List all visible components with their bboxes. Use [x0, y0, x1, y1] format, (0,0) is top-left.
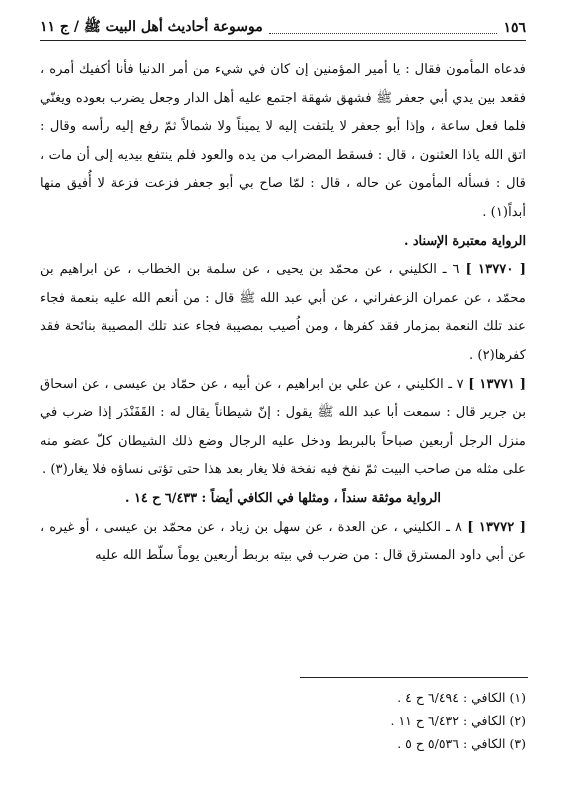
footnote: (٢) الكافي : ٦/٤٣٢ ح ١١ . [390, 713, 526, 728]
footnote-divider [300, 677, 528, 678]
paragraph: فدعاه المأمون فقال : يا أمير المؤمنين إن كان في شيء من أمر الدنيا فأنا أكفيك أمره ، فقعد بين يدي أبي جعفر ﷺ فشهق شهقة اجتمع عليه أهل الدار وجعل يضرب بعوده ويغنّي فلما فعل ساعة ، وإذا أبو جعفر لا يلتفت إليه لا يميناً ولا شمالاً ثمّ رفع إليه رأسه وقال : اتق الله ياذا العثنون ، قال : فسقط المضراب من يده والعود فلم ينتفع بيديه إلى أن مات ، قال : فسأله المأمون عن حاله ، قال : لمّا صاح بي أبو جعفر فزعت فزعة لا أُفيق منها أبداً(١) . [40, 62, 526, 220]
entry-number: [ ١٣٧٧١ ] [468, 376, 526, 392]
entry-text: ٦ ـ الكليني ، عن محمّد بن يحيى ، عن سلمة بن الخطاب ، عن ابراهيم بن محمّد ، عن عمران الزعفراني ، عن أبي عبد الله ﷺ قال : من أنعم الله عليه بنعمة فجاء عند تلك النعمة بمزمار فقد كفرها ، ومن اُصيب بمصيبة فجاء عند تلك المصيبة بنائحة فقد كفرها(٢) . [40, 262, 526, 363]
hadith-entry [40, 371, 526, 485]
footnotes [40, 686, 526, 755]
page-number: ١٥٦ [503, 20, 526, 36]
footnote: (٣) الكافي : ٥/٥٣٦ ح ٥ . [397, 736, 526, 751]
hadith-entry [40, 514, 526, 571]
entry-text: ٨ ـ الكليني ، عن العدة ، عن سهل بن زياد ، عن محمّد بن عيسى ، أو غيره ، عن أبي داود المسترق قال : من ضرب في بيته بربط أربعين يوماً سلّط الله عليه [40, 519, 526, 564]
entry-number: [ ١٣٧٧٢ ] [467, 519, 526, 535]
entry-text: ٧ ـ الكليني ، عن علي بن ابراهيم ، عن أبيه ، عن حمّاد بن عيسى ، عن اسحاق بن جرير قال : سمعت أبا عبد الله ﷺ يقول : إنّ شيطاناً يقال له : القَفَنْدَر إذا ضرب في منزل الرجل أربعين صباحاً بالبربط ودخل عليه الرجال وضع ذلك الشيطان كلّ عضو منه على مثله من صاحب البيت ثمّ نفخ فيه نفخة فلا يغار بعد هذا حتى تؤتى نساؤه فلا يغار(٣) . [40, 376, 526, 478]
page-header [40, 16, 526, 41]
header-dotted-leader [269, 23, 498, 34]
page-body [40, 56, 526, 571]
entry-number: [ ١٣٧٧٠ ] [465, 262, 526, 278]
chain-note: الرواية معتبرة الإسناد . [403, 233, 526, 249]
book-title: موسوعة أحاديث أهل البيت ﷺ / ج ١١ [40, 19, 263, 35]
chain-note: الرواية موثقة سنداً ، ومثلها في الكافي أيضاً : ٦/٤٣٣ ح ١٤ . [125, 490, 441, 506]
hadith-entry [40, 256, 526, 370]
footnote: (١) الكافي : ٦/٤٩٤ ح ٤ . [397, 690, 526, 705]
